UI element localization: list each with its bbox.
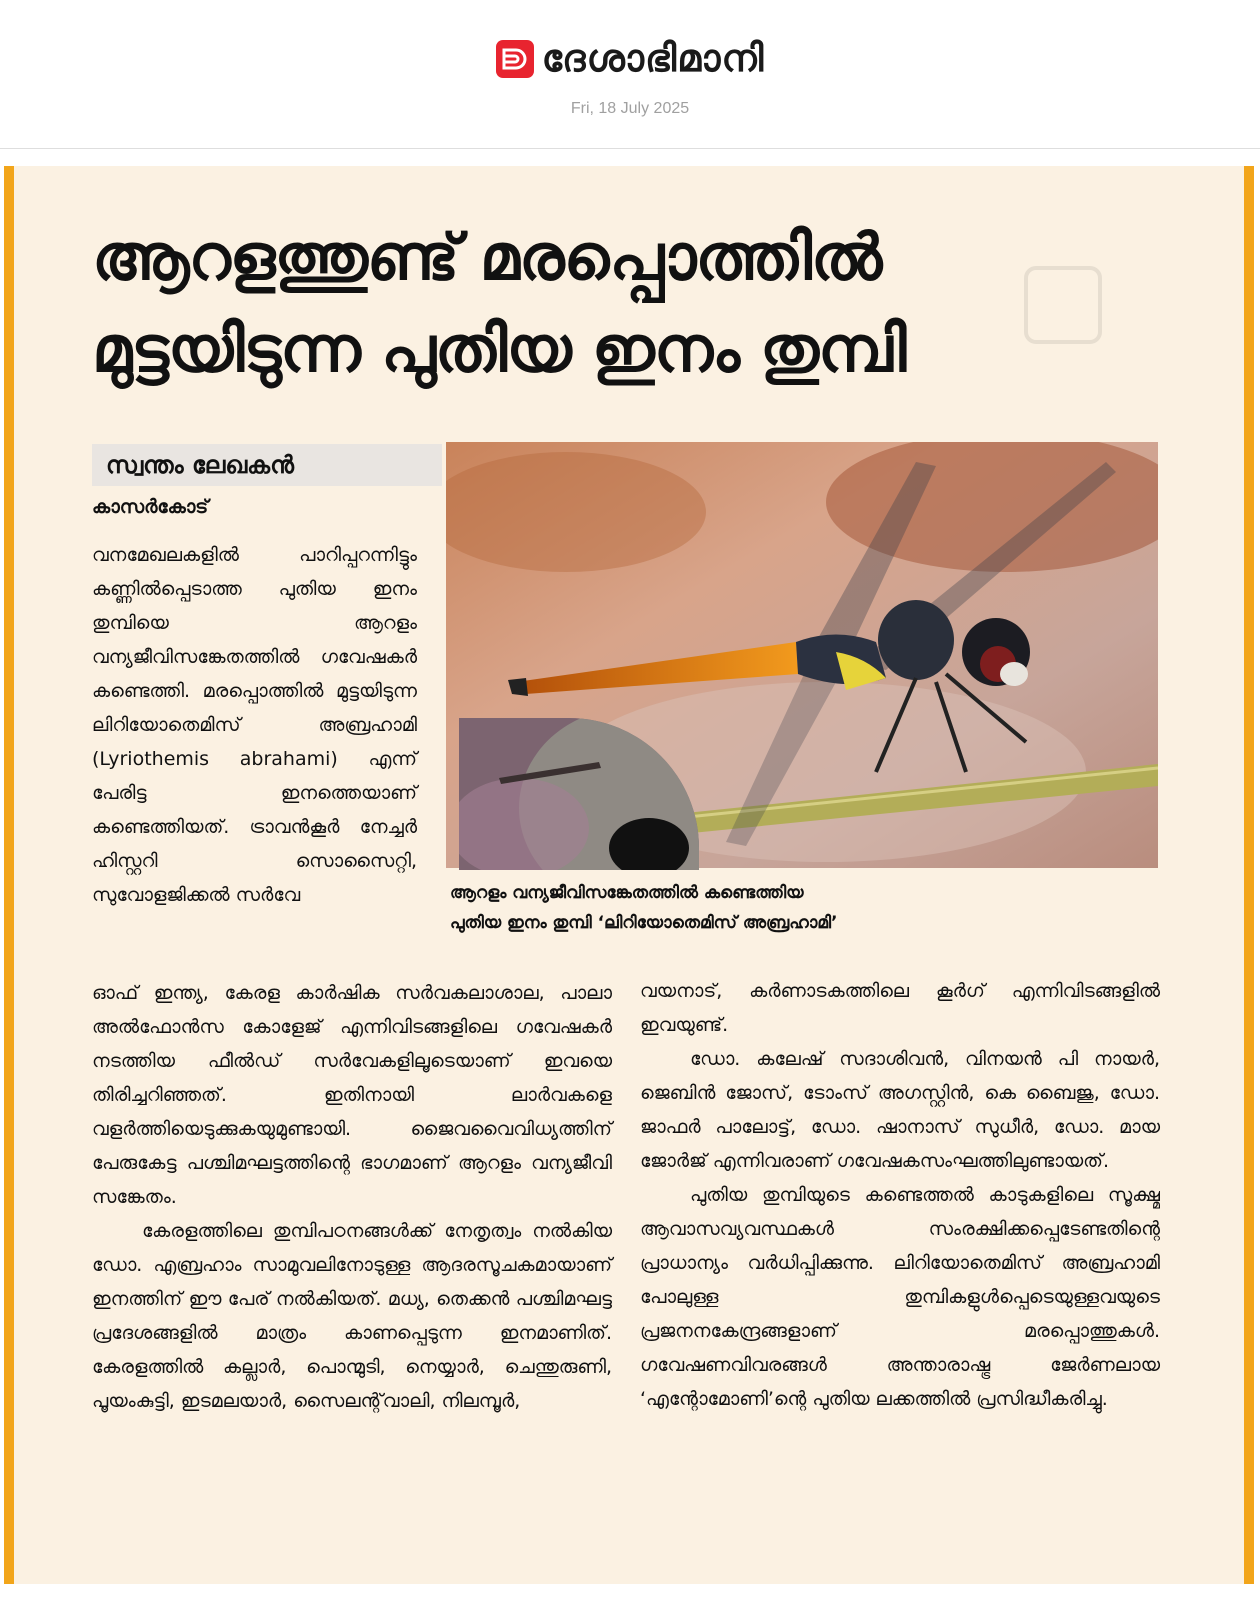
photo-caption: [450, 878, 1150, 938]
paragraph: വനമേഖലകളിൽ പാറിപ്പറന്നിട്ടും കണ്ണിൽപ്പെടാത്ത പുതിയ ഇനം തുമ്പിയെ ആറളം വന്യജീവിസങ്കേതത്തിൽ ഗവേഷകർ കണ്ടെത്തി. മരപ്പൊത്തിൽ മുട്ടയിടുന്ന ലിറിയോതെമിസ് അബ്രഹാമി (Lyriothemis abrahami) എന്ന് പേരിട്ട ഇനത്തെയാണ് കണ്ടെത്തിയത്. ട്രാവൻകൂർ നേച്ചർ ഹിസ്റ്ററി സൊസൈറ്റി, സുവോളജിക്കൽ സർവേ: [92, 544, 417, 906]
caption-line-1: ആറളം വന്യജീവിസങ്കേതത്തിൽ കണ്ടെത്തിയ: [450, 883, 804, 903]
paragraph: ഡോ. കലേഷ് സദാശിവൻ, വിനയൻ പി നായർ, ജെബിൻ ജോസ്, ടോംസ് അഗസ്റ്റിൻ, കെ ബൈജു, ഡോ. ജാഫർ പാലോട്ട്, ഡോ. ഷാനാസ് സുധീർ, ഡോ. മായ ജോർജ് എന്നിവരാണ് ഗവേഷകസംഘത്തിലുണ്ടായത്.: [640, 1048, 1160, 1172]
masthead: [0, 0, 1260, 149]
headline-line-1: ആറളത്തുണ്ട് മരപ്പൊത്തിൽ: [92, 221, 882, 295]
newspaper-clipping: [4, 166, 1254, 1584]
deshabhimani-logo-icon: [496, 40, 534, 78]
publish-date: Fri, 18 July 2025: [570, 100, 690, 117]
byline: സ്വന്തം ലേഖകൻ: [92, 444, 442, 486]
caption-line-2: പുതിയ ഇനം തുമ്പി ‘ലിറിയോതെമിസ് അബ്രഹാമി’: [450, 913, 838, 933]
paragraph: വയനാട്, കർണാടകത്തിലെ കൂർഗ് എന്നിവിടങ്ങളിൽ ഇവയുണ്ട്.: [640, 980, 1160, 1036]
watermark-logo-icon: [1024, 266, 1102, 344]
dateline-place: കാസർകോട്: [92, 496, 209, 518]
paragraph: പുതിയ തുമ്പിയുടെ കണ്ടെത്തൽ കാടുകളിലെ സൂക്ഷ്മ ആവാസവ്യവസ്ഥകൾ സംരക്ഷിക്കപ്പെടേണ്ടതിന്റെ പ്രാധാന്യം വർധിപ്പിക്കുന്നു. ലിറിയോതെമിസ് അബ്രഹാമി പോലുള്ള തുമ്പികളുൾപ്പെടെയുള്ളവയുടെ പ്രജനനകേന്ദ്രങ്ങളാണ് മരപ്പൊത്തുകൾ. ഗവേഷണവിവരങ്ങൾ അന്താരാഷ്ട്ര ജേർണലായ ‘എന്റോമോണി’ന്റെ പുതിയ ലക്കത്തിൽ പ്രസിദ്ധീകരിച്ചു.: [640, 1184, 1160, 1410]
site-name: ദേശാഭിമാനി: [541, 36, 765, 80]
headline-line-2: മുട്ടയിടുന്ന പുതിയ ഇനം തുമ്പി: [92, 313, 906, 387]
article-column-1-bottom: [92, 976, 612, 1418]
paragraph: കേരളത്തിലെ തുമ്പിപഠനങ്ങൾക്ക് നേതൃത്വം നൽകിയ ഡോ. എബ്രഹാം സാമുവലിനോടുള്ള ആദരസൂചകമായാണ് ഇനത്തിന് ഈ പേര് നൽകിയത്. മധ്യ, തെക്കൻ പശ്ചിമഘട്ട പ്രദേശങ്ങളിൽ മാത്രം കാണപ്പെടുന്ന ഇനമാണിത്. കേരളത്തിൽ കല്ലാർ, പൊന്മുടി, നെയ്യാർ, ചെന്തുരുണി, പൂയംകുട്ടി, ഇടമലയാർ, സൈലന്റ്‌വാലി, നിലമ്പൂർ,: [92, 1220, 612, 1412]
article-column-1-top: [92, 538, 417, 912]
paragraph: ഓഫ് ഇന്ത്യ, കേരള കാർഷിക സർവകലാശാല, പാലാ അൽഫോൻസ കോളേജ് എന്നിവിടങ്ങളിലെ ഗവേഷകർ നടത്തിയ ഫീൽഡ് സർവേകളിലൂടെയാണ് ഇവയെ തിരിച്ചറിഞ്ഞത്. ഇതിനായി ലാർവകളെ വളർത്തിയെടുക്കുകയുമുണ്ടായി. ജൈവവൈവിധ്യത്തിന് പേരുകേട്ട പശ്ചിമഘട്ടത്തിന്റെ ഭാഗമാണ് ആറളം വന്യജീവി സങ്കേതം.: [92, 982, 612, 1208]
site-logo[interactable]: [0, 36, 1260, 81]
article-column-2: [640, 974, 1160, 1416]
